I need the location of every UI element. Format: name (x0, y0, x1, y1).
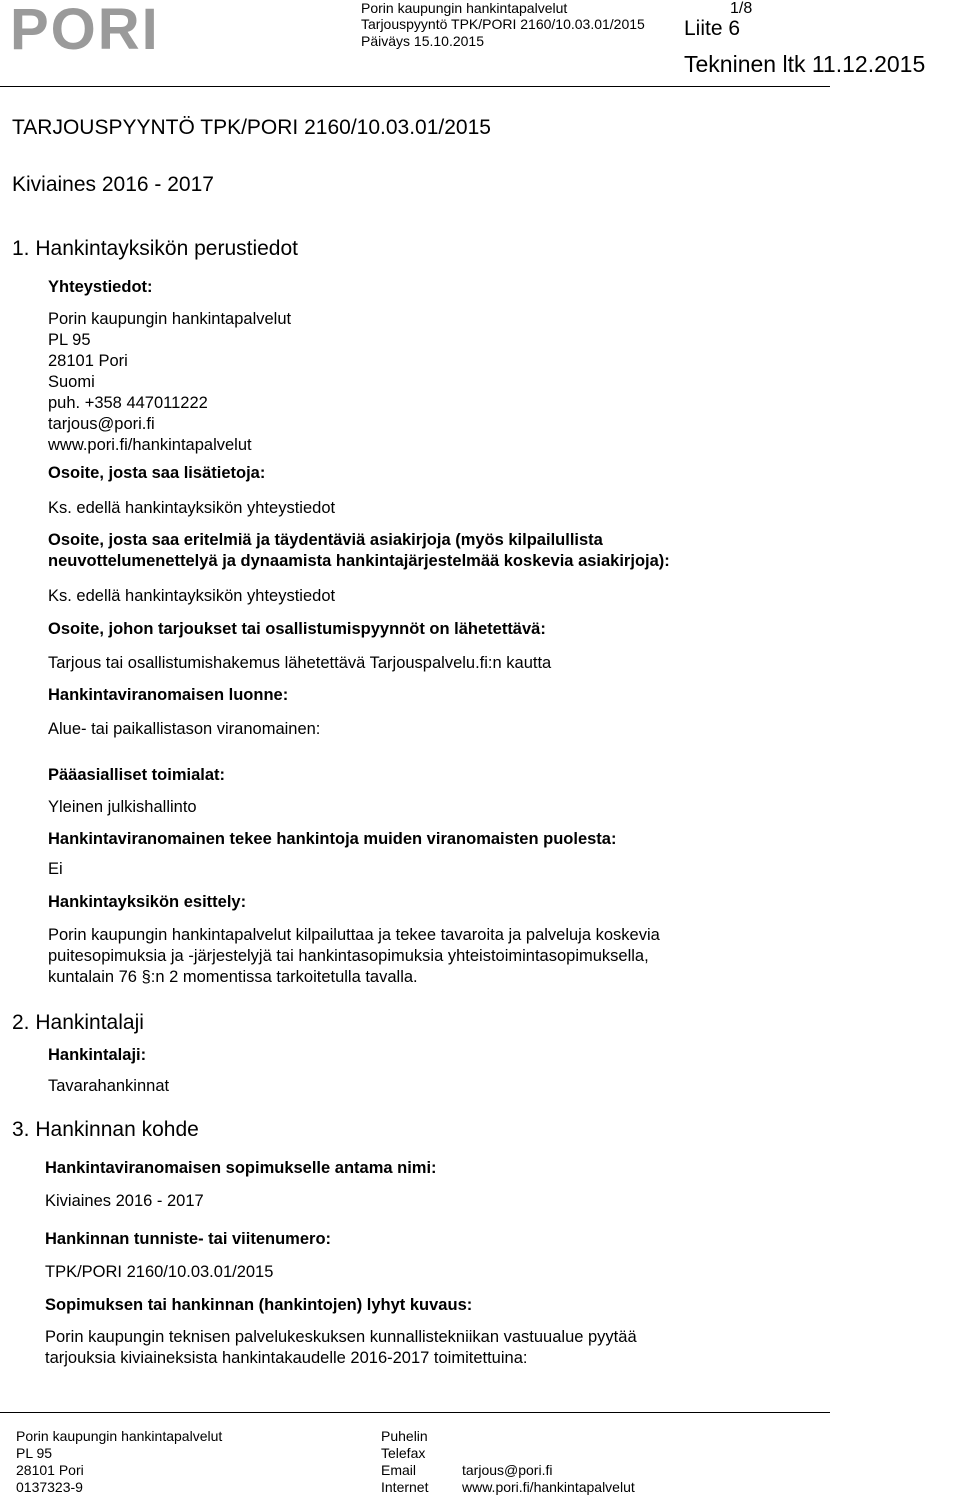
description-line: Porin kaupungin teknisen palvelukeskuksen kunnallistekniikan vastuualue pyytää (45, 1328, 637, 1346)
send-address-label: Osoite, johon tarjoukset tai osallistumispyynnöt on lähetettävä: (48, 620, 546, 638)
procurement-type-label: Hankintalaji: (48, 1046, 147, 1064)
send-address-value: Tarjous tai osallistumishakemus lähetettävä Tarjouspalvelu.fi:n kautta (48, 654, 552, 672)
footer-org: Porin kaupungin hankintapalvelut (16, 1428, 223, 1444)
main-activity-value: Yleinen julkishallinto (48, 798, 197, 816)
authority-nature-label: Hankintaviranomaisen luonne: (48, 686, 289, 704)
contact-line: puh. +358 447011222 (48, 394, 208, 412)
description-label: Sopimuksen tai hankinnan (hankintojen) lyhyt kuvaus: (45, 1296, 473, 1314)
info-address-label: Osoite, josta saa lisätietoja: (48, 464, 266, 482)
contact-email[interactable]: tarjous@pori.fi (48, 415, 155, 433)
contact-line: Porin kaupungin hankintapalvelut (48, 310, 292, 328)
doc-title: TARJOUSPYYNTÖ TPK/PORI 2160/10.03.01/2015 (12, 116, 491, 139)
contact-line: PL 95 (48, 331, 91, 349)
footer-fax-label: Telefax (381, 1445, 426, 1461)
main-activity-label: Pääasialliset toimialat: (48, 766, 225, 784)
header-date: Päiväys 15.10.2015 (361, 33, 484, 49)
footer-internet-label: Internet (381, 1479, 429, 1495)
docs-address-label-1: Osoite, josta saa eritelmiä ja täydentäviä asiakirjoja (myös kilpailullista (48, 531, 603, 549)
footer-phone-label: Puhelin (381, 1428, 428, 1444)
on-behalf-value: Ei (48, 860, 63, 878)
contact-line: Suomi (48, 373, 95, 391)
doc-subtitle: Kiviaines 2016 - 2017 (12, 173, 214, 196)
reference-number-label: Hankinnan tunniste- tai viitenumero: (45, 1230, 332, 1248)
section-1-heading: 1. Hankintayksikön perustiedot (12, 237, 298, 260)
header-ref: Tarjouspyyntö TPK/PORI 2160/10.03.01/2015 (361, 16, 645, 32)
reference-number-value: TPK/PORI 2160/10.03.01/2015 (45, 1263, 274, 1281)
header-liite: Liite 6 (684, 17, 741, 40)
footer-email-link[interactable]: tarjous@pori.fi (462, 1462, 553, 1478)
footer-business-id: 0137323-9 (16, 1479, 83, 1495)
contract-name-label: Hankintaviranomaisen sopimukselle antama nimi: (45, 1159, 437, 1177)
contact-line: 28101 Pori (48, 352, 128, 370)
description-line: tarjouksia kiviaineksista hankintakaudelle 2016-2017 toimitettuina: (45, 1349, 528, 1367)
procurement-type-value: Tavarahankinnat (48, 1077, 170, 1095)
header-rule (0, 86, 830, 87)
intro-label: Hankintayksikön esittely: (48, 893, 247, 911)
header-org: Porin kaupungin hankintapalvelut (361, 0, 568, 16)
footer-email-label: Email (381, 1462, 417, 1478)
contacts-label: Yhteystiedot: (48, 278, 153, 296)
intro-line: kuntalain 76 §:n 2 momentissa tarkoitetulla tavalla. (48, 968, 418, 986)
footer-city: 28101 Pori (16, 1462, 84, 1478)
section-3-heading: 3. Hankinnan kohde (12, 1118, 199, 1141)
contract-name-value: Kiviaines 2016 - 2017 (45, 1192, 204, 1210)
page-number: 1/8 (730, 0, 753, 17)
docs-address-value: Ks. edellä hankintayksikön yhteystiedot (48, 587, 336, 605)
docs-address-label-2: neuvottelumenettelyä ja dynaamista hankintajärjestelmää koskevia asiakirjoja): (48, 552, 670, 570)
intro-line: puitesopimuksia ja -järjestelyjä tai hankintasopimuksia yhteistoimintasopimuksella, (48, 947, 649, 965)
contact-website[interactable]: www.pori.fi/hankintapalvelut (48, 436, 252, 454)
pori-logo: PORI (10, 0, 160, 62)
info-address-value: Ks. edellä hankintayksikön yhteystiedot (48, 499, 336, 517)
intro-line: Porin kaupungin hankintapalvelut kilpailuttaa ja tekee tavaroita ja palveluja koskevia (48, 926, 660, 944)
footer-website-link[interactable]: www.pori.fi/hankintapalvelut (462, 1479, 635, 1495)
footer-pl: PL 95 (16, 1445, 53, 1461)
authority-nature-value: Alue- tai paikallistason viranomainen: (48, 720, 321, 738)
footer-rule (0, 1412, 830, 1413)
header-tekninen: Tekninen ltk 11.12.2015 (684, 51, 926, 77)
section-2-heading: 2. Hankintalaji (12, 1011, 144, 1034)
on-behalf-label: Hankintaviranomainen tekee hankintoja muiden viranomaisten puolesta: (48, 830, 617, 848)
